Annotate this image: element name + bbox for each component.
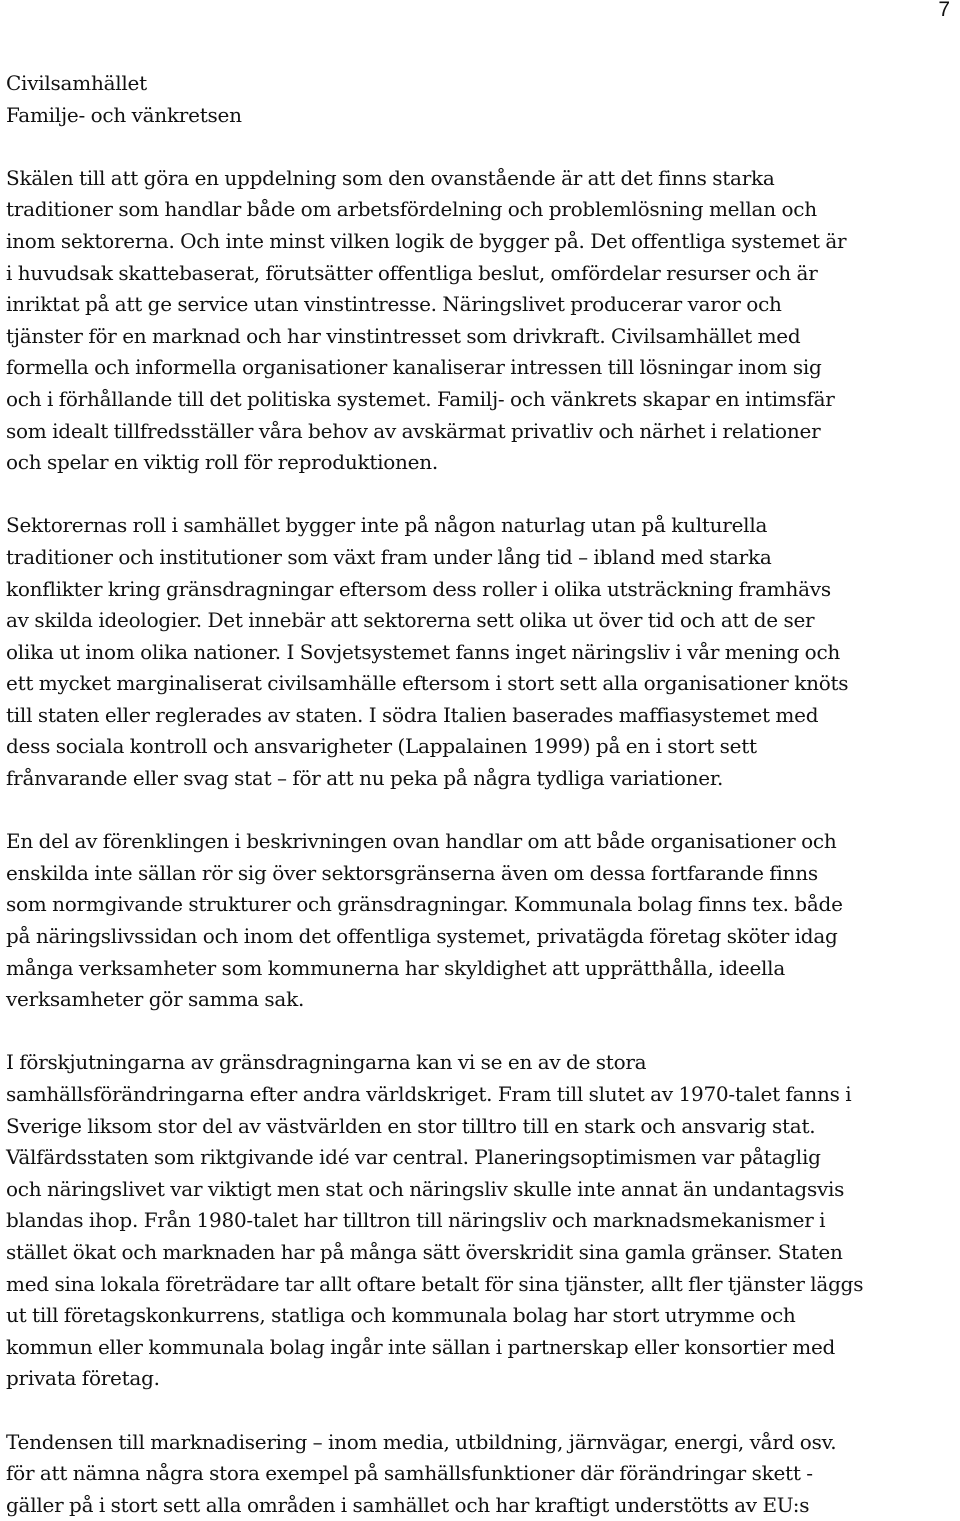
text-line: Sverige liksom stor del av västvärlden en stor tilltro till en stark och ansvarig stat. (6, 1113, 816, 1138)
text-line: tjänster för en marknad och har vinstintresset som drivkraft. Civilsamhället med (6, 323, 801, 348)
text-line: privata företag. (6, 1366, 160, 1391)
text-line: stället ökat och marknaden har på många sätt överskridit sina gamla gränser. Staten (6, 1239, 843, 1264)
paragraph (6, 479, 960, 795)
text-line: dess sociala kontroll och ansvarigheter (Lappalainen 1999) på en i stort sett (6, 734, 757, 759)
text-line: på näringslivssidan och inom det offentliga systemet, privatägda företag sköter idag (6, 924, 838, 949)
text-line: till staten eller reglerades av staten. I södra Italien baserades maffiasystemet med (6, 702, 819, 727)
text-line: blandas ihop. Från 1980-talet har tilltron till näringsliv och marknadsmekanismer i (6, 1208, 826, 1233)
text-line: Välfärdsstaten som riktgivande idé var central. Planeringsoptimismen var påtaglig (6, 1145, 821, 1170)
text-line: En del av förenklingen i beskrivningen ovan handlar om att både organisationer och (6, 829, 837, 854)
text-line: Tendensen till marknadisering – inom media, utbildning, järnvägar, energi, vård osv. (6, 1429, 837, 1454)
text-line: av skilda ideologier. Det innebär att sektorerna sett olika ut över tid och att de ser (6, 608, 815, 633)
text-line: inom sektorerna. Och inte minst vilken logik de bygger på. Det offentliga systemet är (6, 228, 847, 253)
heading-line: Familje- och vänkretsen (6, 102, 242, 127)
text-line: Skälen till att göra en uppdelning som den ovanstående är att det finns starka (6, 165, 775, 190)
text-line: traditioner som handlar både om arbetsfördelning och problemlösning mellan och (6, 197, 817, 222)
subsection-heading (6, 100, 960, 132)
page-number: 7 (938, 0, 950, 21)
text-line: I förskjutningarna av gränsdragningarna kan vi se en av de stora (6, 1050, 647, 1075)
paragraph (6, 1016, 960, 1395)
text-line: och i förhållande till det politiska systemet. Familj- och vänkrets skapar en intimsfär (6, 386, 835, 411)
text-line: samhällsförändringarna efter andra världskriget. Fram till slutet av 1970-talet fanns i (6, 1082, 852, 1106)
text-line: många verksamheter som kommunerna har skyldighet att upprätthålla, ideella (6, 955, 786, 980)
text-line: med sina lokala företrädare tar allt oftare betalt för sina tjänster, allt fler tjänster läggs (6, 1271, 864, 1296)
text-line: formella och informella organisationer kanaliserar intressen till lösningar inom sig (6, 355, 822, 380)
text-line: Sektorernas roll i samhället bygger inte på någon naturlag utan på kulturella (6, 513, 768, 538)
paragraph (6, 795, 960, 1016)
paragraph (6, 131, 960, 479)
text-line: för att nämna några stora exempel på samhällsfunktioner där förändringar skett - (6, 1461, 813, 1486)
text-line: frånvarande eller svag stat – för att nu peka på några tydliga variationer. (6, 766, 724, 791)
text-line: enskilda inte sällan rör sig över sektorsgränserna även om dessa fortfarande finns (6, 860, 818, 885)
text-line: som idealt tillfredsställer våra behov av avskärmat privatliv och närhet i relationer (6, 418, 821, 443)
text-line: gäller på i stort sett alla områden i samhället och har kraftigt understötts av EU:s (6, 1492, 810, 1517)
text-line: konflikter kring gränsdragningar eftersom dess roller i olika utsträckning framhävs (6, 576, 831, 601)
text-line: och näringslivet var viktigt men stat och näringsliv skulle inte annat än undantagsvis (6, 1176, 845, 1201)
section-heading (6, 68, 960, 100)
text-line: ut till företagskonkurrens, statliga och kommunala bolag har stort utrymme och (6, 1303, 796, 1328)
paragraph (6, 1395, 960, 1521)
text-line: kommun eller kommunala bolag ingår inte sällan i partnerskap eller konsortier med (6, 1334, 836, 1359)
heading-line: Civilsamhället (6, 71, 147, 95)
text-line: traditioner och institutioner som växt fram under lång tid – ibland med starka (6, 544, 772, 569)
text-line: ett mycket marginaliserat civilsamhälle eftersom i stort sett alla organisationer knöts (6, 671, 849, 696)
text-line: och spelar en viktig roll för reproduktionen. (6, 450, 438, 475)
text-line: i huvudsak skattebaserat, förutsätter offentliga beslut, omfördelar resurser och är (6, 260, 818, 285)
page-content (6, 68, 960, 1521)
text-line: verksamheter gör samma sak. (6, 987, 305, 1012)
text-line: inriktat på att ge service utan vinstintresse. Näringslivet producerar varor och (6, 292, 782, 317)
text-line: olika ut inom olika nationer. I Sovjetsystemet fanns inget näringsliv i vår mening och (6, 639, 841, 664)
text-line: som normgivande strukturer och gränsdragningar. Kommunala bolag finns tex. både (6, 892, 843, 917)
